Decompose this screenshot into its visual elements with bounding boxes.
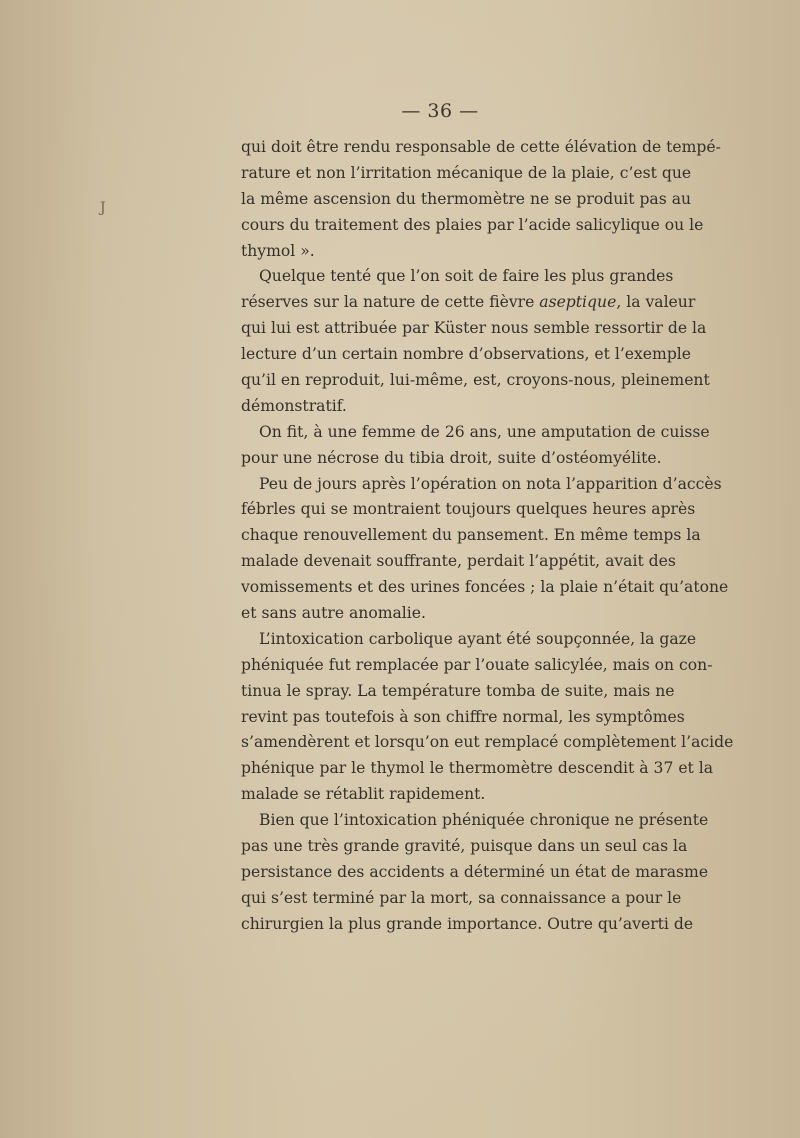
text-line: qui doit être rendu responsable de cette élévation de tempé- <box>241 138 721 156</box>
text-line: cours du traitement des plaies par l’acide salicylique ou le <box>241 215 704 234</box>
text-line: pour une nécrose du tibia droit, suite d’ostéomyélite. <box>241 448 662 467</box>
text-line: chirurgien la plus grande importance. Outre qu’averti de <box>241 914 694 933</box>
text-line: persistance des accidents a déterminé un état de marasme <box>241 862 709 881</box>
text-line: chaque renouvellement du pansement. En même temps la <box>241 526 701 545</box>
text-line: s’amendèrent et lorsqu’on eut remplacé complètement l’acide <box>241 733 734 752</box>
text-line: rature et non l’irritation mécanique de la plaie, c’est que <box>241 163 692 182</box>
text-line: tinua le spray. La température tomba de suite, mais ne <box>241 681 675 700</box>
paragraph-start-line: Quelque tenté que l’on soit de faire les plus grandes <box>259 267 674 286</box>
paragraph-start-line: L’intoxication carbolique ayant été soupçonnée, la gaze <box>259 629 697 648</box>
text-line: phéniquée fut remplacée par l’ouate salicylée, mais on con- <box>241 655 713 674</box>
text-line: la même ascension du thermomètre ne se produit pas au <box>241 189 692 208</box>
italic-term: aseptique <box>539 293 617 312</box>
body-text <box>241 135 734 938</box>
text-line: fébrles qui se montraient toujours quelques heures après <box>241 500 696 519</box>
text-line: pas une très grande gravité, puisque dans un seul cas la <box>241 837 688 856</box>
text-line: démonstratif. <box>241 396 347 415</box>
paragraph-start-line: On fit, à une femme de 26 ans, une amputation de cuisse <box>259 422 710 441</box>
paragraph-start-line: Bien que l’intoxication phéniquée chronique ne présente <box>259 811 709 830</box>
text-line: réserves sur la nature de cette fièvre aseptique, la valeur <box>241 293 696 312</box>
text-line: qu’il en reproduit, lui-même, est, croyons-nous, pleinement <box>241 371 710 390</box>
text-line: thymol ». <box>241 241 315 260</box>
text-line: qui s’est terminé par la mort, sa connaissance a pour le <box>241 888 682 907</box>
paragraph-start-line: Peu de jours après l’opération on nota l’apparition d’accès <box>259 474 722 493</box>
text-line: malade se rétablit rapidement. <box>241 785 486 804</box>
text-line: lecture d’un certain nombre d’observations, et l’exemple <box>241 345 692 364</box>
page-number: — 36 — <box>401 100 479 122</box>
text-line: phénique par le thymol le thermomètre descendit à 37 et la <box>241 759 714 778</box>
text-line: qui lui est attribuée par Küster nous semble ressortir de la <box>241 319 707 338</box>
text-line: malade devenait souffrante, perdait l’appétit, avait des <box>241 552 676 571</box>
text-line: et sans autre anomalie. <box>241 604 426 623</box>
text-line: vomissements et des urines foncées ; la plaie n’était qu’atone <box>241 578 729 597</box>
text-line: revint pas toutefois à son chiffre normal, les symptômes <box>241 707 685 726</box>
margin-mark: J <box>100 200 106 216</box>
